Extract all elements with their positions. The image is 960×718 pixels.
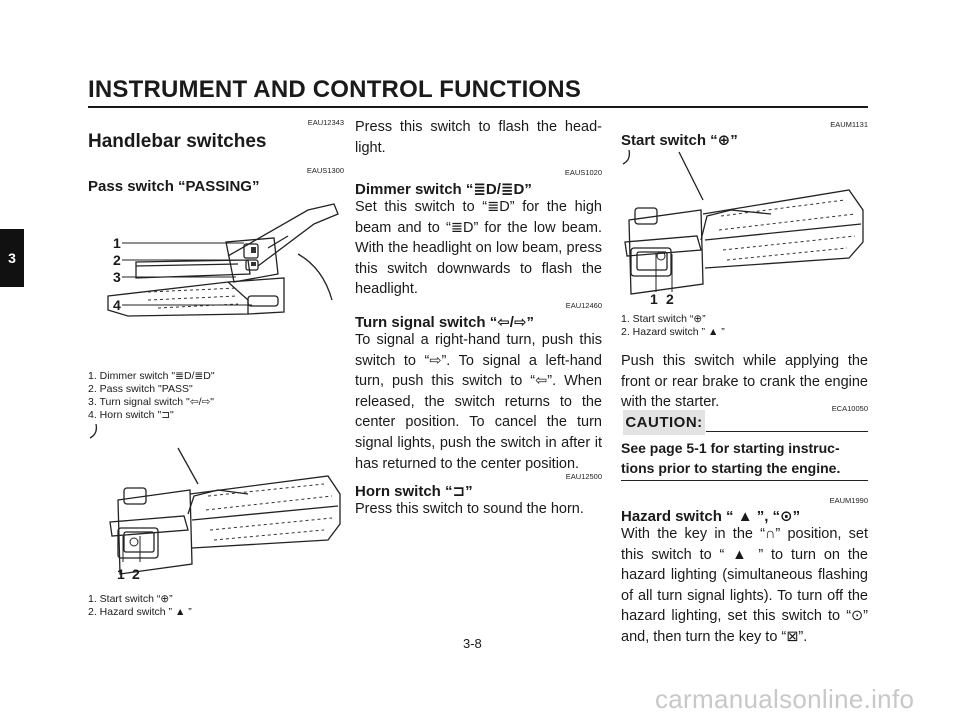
caution-body: See page 5-1 for starting instruc-tions prior to starting the engine. bbox=[621, 440, 841, 476]
fig2-caption-2: 2. Hazard switch ” ▲ ” bbox=[88, 606, 192, 618]
figure-left-handlebar bbox=[88, 196, 348, 366]
watermark: carmanualsonline.info bbox=[655, 684, 915, 714]
ref-code: EAU12500 bbox=[565, 472, 602, 481]
ref-code: ECA10050 bbox=[831, 404, 868, 413]
header-rule bbox=[88, 106, 868, 108]
fig1-callout-1: 1 bbox=[113, 235, 121, 251]
fig2-callout-2: 2 bbox=[132, 566, 140, 582]
dimmer-switch-body: Set this switch to “≣D” for the high beam and to “≣D” for the low beam. With the headlight on low beam, press this switch downwards to flash the headlight. bbox=[355, 199, 602, 298]
horn-switch-body: Press this switch to sound the horn. bbox=[355, 501, 584, 517]
figure-start-hazard-switch-2 bbox=[621, 150, 871, 310]
fig1-caption-1: 1. Dimmer switch "≣D/≣D" bbox=[88, 370, 215, 382]
fig1-callout-4: 4 bbox=[113, 297, 121, 313]
caution-rule bbox=[706, 431, 868, 432]
page-number: 3-8 bbox=[463, 636, 482, 651]
ref-code: EAU12460 bbox=[565, 301, 602, 310]
caution-bottom-rule bbox=[621, 480, 868, 481]
start-switch-body: Push this switch while applying the front or rear brake to crank the engine with the starter. bbox=[621, 353, 868, 411]
fig3-caption-1: 1. Start switch “⊕” bbox=[621, 313, 706, 325]
caution-badge: CAUTION: bbox=[623, 410, 705, 435]
fig1-callout-2: 2 bbox=[113, 252, 121, 268]
figure-start-hazard-switch bbox=[88, 424, 348, 594]
fig1-caption-2: 2. Pass switch "PASS" bbox=[88, 383, 193, 395]
fig3-caption-2: 2. Hazard switch ” ▲ ” bbox=[621, 326, 725, 338]
fig2-callout-1: 1 bbox=[117, 566, 125, 582]
chapter-tab: 3 bbox=[0, 229, 24, 287]
section-title: Handlebar switches bbox=[88, 131, 267, 152]
fig3-callout-2: 2 bbox=[666, 291, 674, 307]
fig1-caption-3: 3. Turn signal switch "⇦/⇨" bbox=[88, 396, 215, 408]
turn-signal-heading: Turn signal switch “⇦/⇨” bbox=[355, 314, 535, 331]
horn-switch-heading: Horn switch “⊐” bbox=[355, 483, 473, 500]
dimmer-switch-heading: Dimmer switch “≣D/≣D” bbox=[355, 181, 532, 198]
page-header: INSTRUMENT AND CONTROL FUNCTIONS bbox=[88, 76, 582, 103]
fig1-caption-4: 4. Horn switch "⊐" bbox=[88, 409, 174, 421]
pass-switch-heading: Pass switch “PASSING” bbox=[88, 178, 260, 195]
ref-code: EAUS1020 bbox=[564, 168, 602, 177]
ref-code: EAUM1990 bbox=[829, 496, 868, 505]
fig3-callout-1: 1 bbox=[650, 291, 658, 307]
ref-code: EAUM1131 bbox=[830, 120, 868, 129]
turn-signal-body: To signal a right-hand turn, push this switch to “⇨”. To signal a left-hand turn, push this switch to “⇦”. When released, the switch returns to the center position. To cancel the turn signal lights, push the switch in after it has returned to the center position. bbox=[355, 332, 602, 472]
pass-switch-body: Press this switch to flash the head-light. bbox=[355, 119, 602, 156]
fig1-callout-3: 3 bbox=[113, 269, 121, 285]
hazard-switch-body: With the key in the “∩” position, set this switch to “ ▲ ” to turn on the hazard lighting (simultaneous flashing of all turn signal lights). To turn off the hazard lighting, set this switch to “⊙” and, then turn the key to “⊠”. bbox=[621, 526, 868, 645]
fig2-caption-1: 1. Start switch “⊕” bbox=[88, 593, 173, 605]
ref-code: EAUS1300 bbox=[306, 166, 344, 175]
start-switch-heading: Start switch “⊕” bbox=[621, 132, 738, 149]
ref-code: EAU12343 bbox=[307, 118, 344, 127]
hazard-switch-heading: Hazard switch “ ▲ ”, “⊙” bbox=[621, 508, 801, 525]
